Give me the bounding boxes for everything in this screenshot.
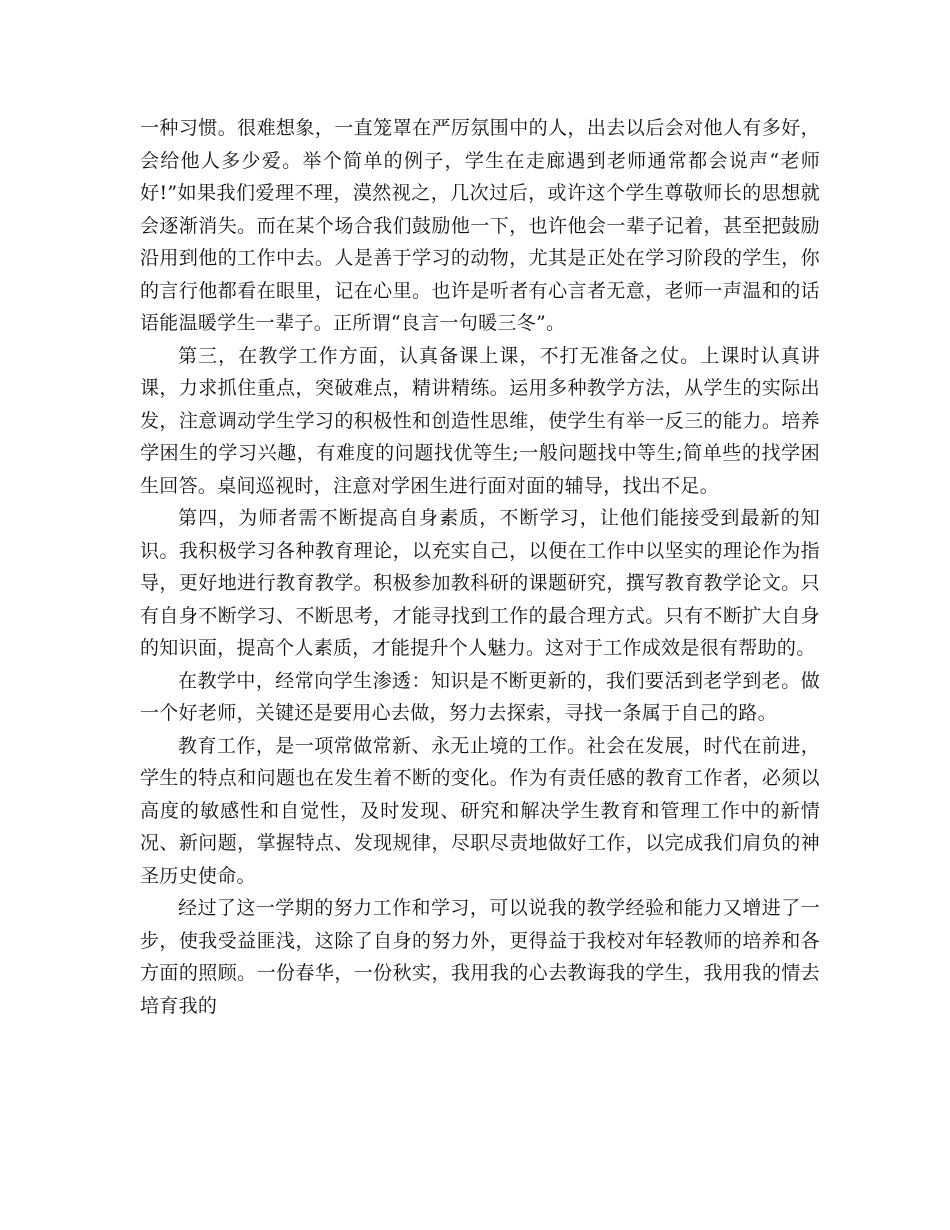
paragraph-1: 一种习惯。很难想象，一直笼罩在严厉氛围中的人，出去以后会对他人有多好，会给他人多少爱。举个简单的例子，学生在走廊遇到老师通常都会说声“老师好!”如果我们爱理不理，漠然视之，几次过后，或许这个学生尊敬师长的思想就会逐渐消失。而在某个场合我们鼓励他一下，也许他会一辈子记着，甚至把鼓励沿用到他的工作中去。人是善于学习的动物，尤其是正处在学习阶段的学生，你的言行他都看在眼里，记在心里。也许是听者有心言者无意，老师一声温和的话语能温暖学生一辈子。正所谓“良言一句暖三冬”。: [140, 117, 820, 334]
paragraph-4: 在教学中，经常向学生渗透：知识是不断更新的，我们要活到老学到老。做一个好老师，关键还是要用心去做，努力去探索，寻找一条属于自己的路。: [140, 669, 820, 724]
paragraph-2: 第三，在教学工作方面，认真备课上课，不打无准备之仗。上课时认真讲课，力求抓住重点，突破难点，精讲精练。运用多种教学方法，从学生的实际出发，注意调动学生学习的积极性和创造性思维，使学生有举一反三的能力。培养学困生的学习兴趣，有难度的问题找优等生;一般问题找中等生;简单些的找学困生回答。桌间巡视时，注意对学困生进行面对面的辅导，找出不足。: [140, 344, 820, 497]
paragraph-5: 教育工作，是一项常做常新、永无止境的工作。社会在发展，时代在前进，学生的特点和问题也在发生着不断的变化。作为有责任感的教育工作者，必须以高度的敏感性和自觉性，及时发现、研究和解决学生教育和管理工作中的新情况、新问题，掌握特点、发现规律，尽职尽责地做好工作，以完成我们肩负的神圣历史使命。: [140, 734, 820, 887]
document-page: [140, 112, 820, 1022]
paragraph-3: 第四，为师者需不断提高自身素质，不断学习，让他们能接受到最新的知识。我积极学习各种教育理论，以充实自己，以便在工作中以坚实的理论作为指导，更好地进行教育教学。积极参加教科研的课题研究，撰写教育教学论文。只有自身不断学习、不断思考，才能寻找到工作的最合理方式。只有不断扩大自身的知识面，提高个人素质，才能提升个人魅力。这对于工作成效是很有帮助的。: [140, 507, 820, 659]
paragraph-6: 经过了这一学期的努力工作和学习，可以说我的教学经验和能力又增进了一步，使我受益匪浅，这除了自身的努力外，更得益于我校对年轻教师的培养和各方面的照顾。一份春华，一份秋实，我用我的心去教诲我的学生，我用我的情去培育我的: [140, 897, 820, 1017]
